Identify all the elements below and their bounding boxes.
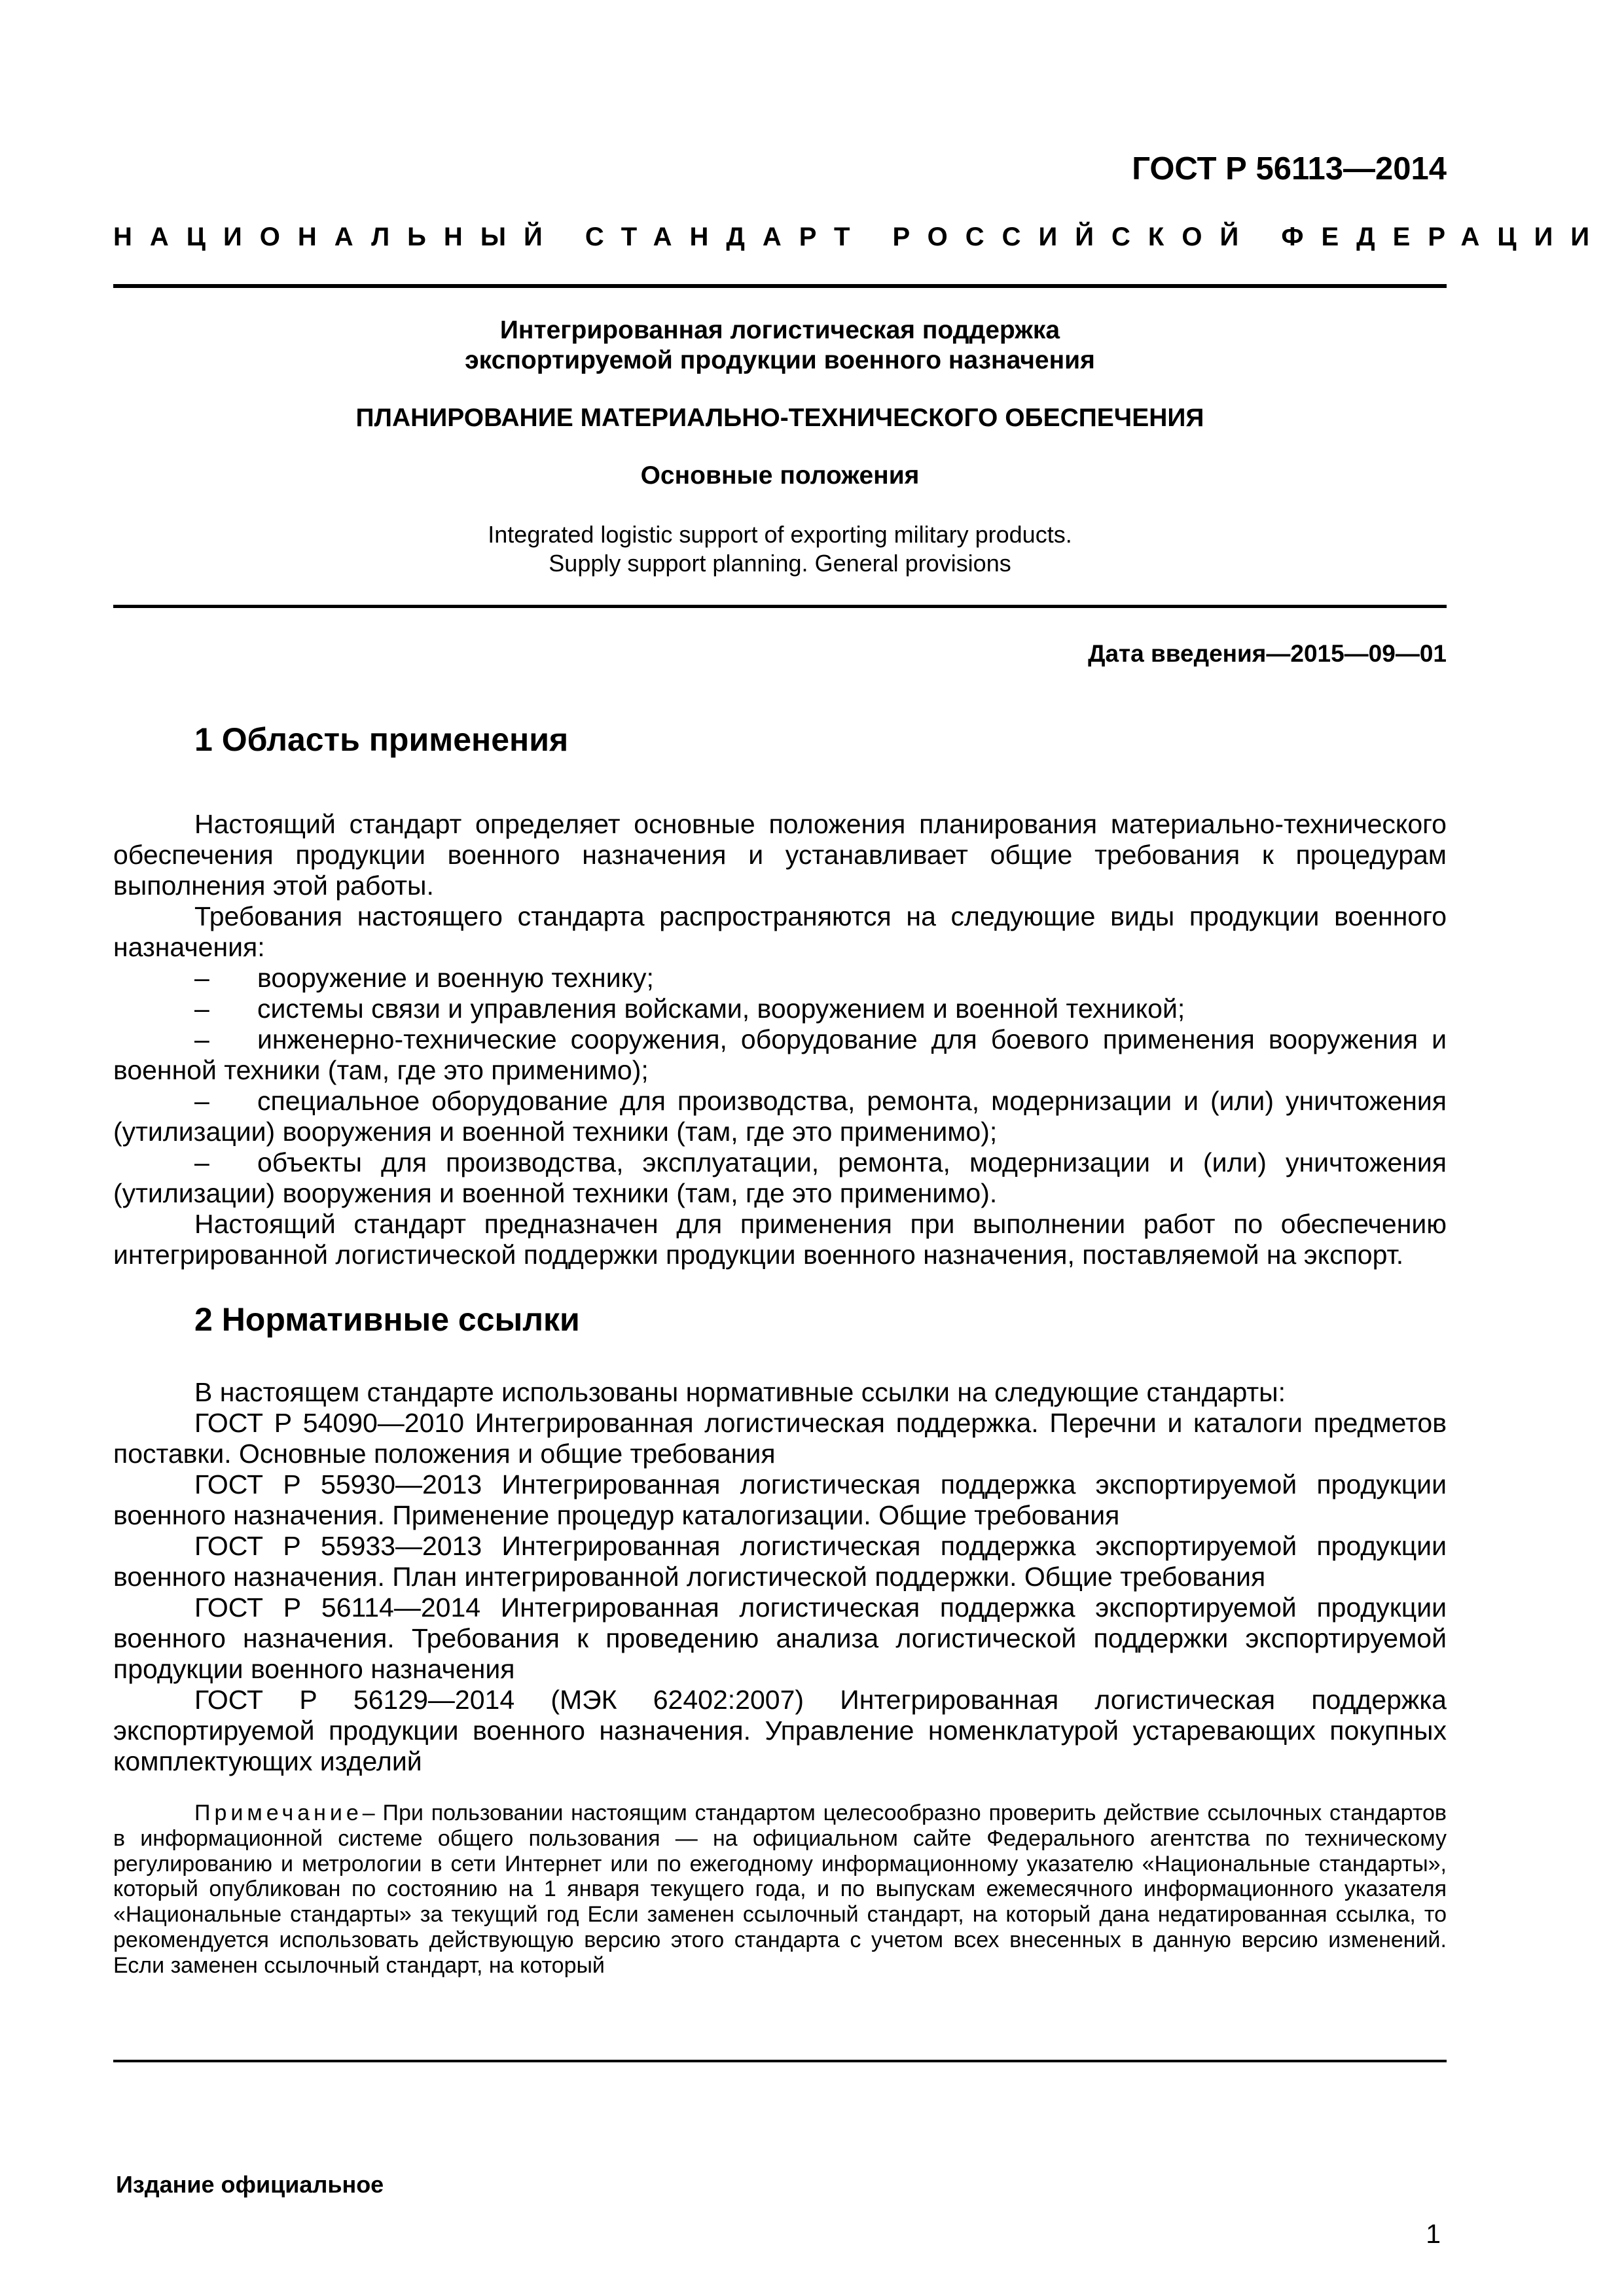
- note: [113, 1801, 1447, 1979]
- english-title-line-1: Integrated logistic support of exporting military products.: [488, 521, 1072, 548]
- intro-date: Дата введения—2015—09—01: [1088, 640, 1447, 667]
- reference-item: ГОСТ Р 56114—2014 Интегрированная логистическая поддержка экспортируемой продукции военного назначения. Требования к проведению анализа логистической поддержки экспортируемой продукции военного назначения: [113, 1592, 1447, 1684]
- reference-item: ГОСТ Р 55930—2013 Интегрированная логистическая поддержка экспортируемой продукции военного назначения. Применение процедур каталогизации. Общие требования: [113, 1469, 1447, 1530]
- list-dash: –: [194, 963, 209, 993]
- document-body: [113, 721, 1447, 1979]
- section-2-intro: В настоящем стандарте использованы нормативные ссылки на следующие стандарты:: [194, 1377, 1286, 1407]
- english-title: [113, 520, 1447, 578]
- title-subtitle: Основные положения: [640, 461, 920, 490]
- list-item: [113, 994, 1447, 1024]
- list-item: [113, 1024, 1447, 1086]
- list-item: [113, 1147, 1447, 1209]
- list-item-text: специальное оборудование для производства, ремонта, модернизации и (или) уничтожения (утилизации) вооружения и военной техники (там, где это применимо);: [113, 1086, 1447, 1147]
- list-dash: –: [194, 1086, 209, 1116]
- gost-number: ГОСТ Р 56113—2014: [1132, 151, 1447, 187]
- footer-rule: [113, 2060, 1447, 2062]
- national-standard-heading: НАЦИОНАЛЬНЫЙ СТАНДАРТ РОССИЙСКОЙ ФЕДЕРАЦИИ: [113, 223, 1608, 251]
- list-item: [113, 1086, 1447, 1147]
- title-line-1: Интегрированная логистическая поддержка: [499, 316, 1060, 344]
- reference-item: ГОСТ Р 56129—2014 (МЭК 62402:2007) Интегрированная логистическая поддержка экспортируемой продукции военного назначения. Управление номенклатурой устаревающих покупных комплектующих изделий: [113, 1685, 1447, 1776]
- title-lines: [113, 315, 1447, 376]
- note-label: Примечание: [194, 1801, 363, 1825]
- list-dash: –: [194, 1024, 209, 1054]
- section-1-paragraph-2: Требования настоящего стандарта распространяются на следующие виды продукции военного назначения:: [113, 901, 1447, 962]
- edition-label: Издание официальное: [116, 2171, 384, 2198]
- note-text: – При пользовании настоящим стандартом целесообразно проверить действие ссылочных стандартов в информационной системе общего пользования — на официальном сайте Федерального агентства по техническому регулированию и метрологии в сети Интернет или по ежегодному информационному указателю «Национальные стандарты», который опубликован по состоянию на 1 января текущего года, и по выпускам ежемесячного информационного указателя «Национальные стандарты» за текущий год Если заменен ссылочный стандарт, на который дана недатированная ссылка, то рекомендуется использовать действующую версию этого стандарта с учетом всех внесенных в данную версию изменений. Если заменен ссылочный стандарт, на который: [113, 1801, 1447, 1978]
- title-line-2: экспортируемой продукции военного назначения: [465, 346, 1095, 374]
- title-main: ПЛАНИРОВАНИЕ МАТЕРИАЛЬНО-ТЕХНИЧЕСКОГО ОБЕСПЕЧЕНИЯ: [355, 404, 1204, 432]
- title-bottom-rule: [113, 605, 1447, 608]
- section-2-heading: 2 Нормативные ссылки: [194, 1301, 580, 1338]
- section-1-paragraph-3: Настоящий стандарт предназначен для применения при выполнении работ по обеспечению интегрированной логистической поддержки продукции военного назначения, поставляемой на экспорт.: [113, 1209, 1447, 1270]
- list-item-text: вооружение и военную технику;: [257, 963, 654, 993]
- page-number: 1: [1426, 2219, 1441, 2249]
- list-dash: –: [194, 1147, 209, 1177]
- section-1-heading: 1 Область применения: [194, 721, 569, 758]
- list-dash: –: [194, 994, 209, 1024]
- english-title-line-2: Supply support planning. General provisions: [549, 550, 1011, 577]
- reference-item: ГОСТ Р 54090—2010 Интегрированная логистическая поддержка. Перечни и каталоги предметов поставки. Основные положения и общие требования: [113, 1408, 1447, 1469]
- list-item-text: инженерно-технические сооружения, оборудование для боевого применения вооружения и военной техники (там, где это применимо);: [113, 1024, 1447, 1085]
- list-item: [113, 963, 1447, 994]
- section-1-paragraph-1: Настоящий стандарт определяет основные положения планирования материально-технического обеспечения продукции военного назначения и устанавливает общие требования к процедурам выполнения этой работы.: [113, 809, 1447, 901]
- list-item-text: объекты для производства, эксплуатации, ремонта, модернизации и (или) уничтожения (утилизации) вооружения и военной техники (там, где это применимо).: [113, 1147, 1447, 1208]
- reference-item: ГОСТ Р 55933—2013 Интегрированная логистическая поддержка экспортируемой продукции военного назначения. План интегрированной логистической поддержки. Общие требования: [113, 1531, 1447, 1592]
- list-item-text: системы связи и управления войсками, вооружением и военной техникой;: [257, 994, 1185, 1024]
- top-rule: [113, 284, 1447, 288]
